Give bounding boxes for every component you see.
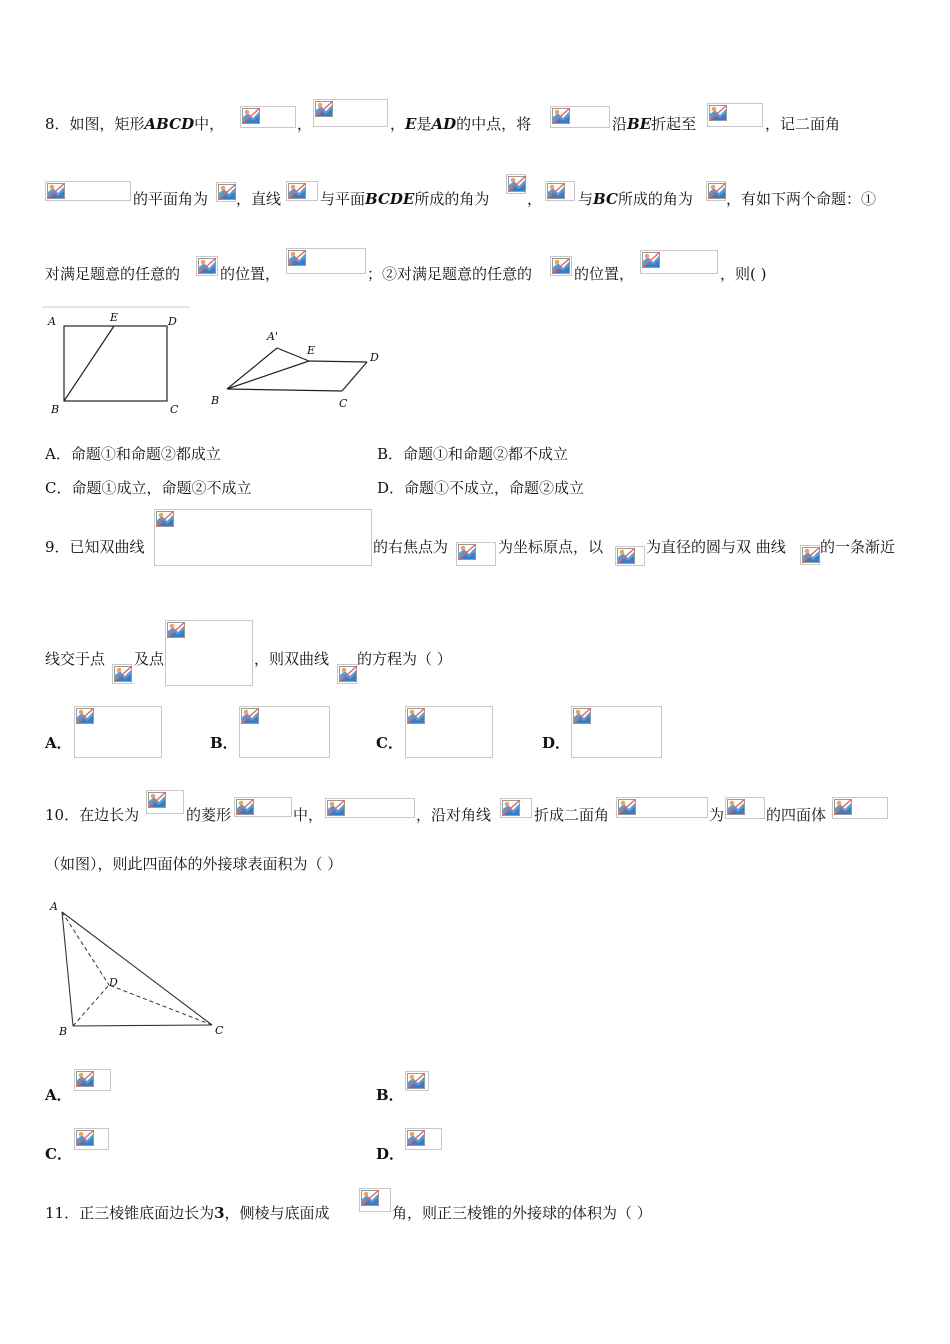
formula-image: [640, 250, 718, 274]
formula-image: [615, 546, 645, 566]
label-e: E: [110, 311, 119, 324]
q9-asym-text: 的一条渐近: [820, 538, 896, 556]
comma: ，: [527, 190, 543, 208]
label-c: C: [339, 397, 348, 410]
formula-image: [286, 181, 318, 201]
formula-image: [45, 181, 131, 201]
formula-image[interactable]: [405, 706, 493, 758]
formula-image: [616, 797, 708, 818]
q8-rectangle-figure: [42, 304, 192, 419]
q8-option-d[interactable]: D．命题①不成立，命题②成立: [377, 479, 585, 497]
q8-along-be: 沿BE折起至: [612, 115, 697, 133]
formula-image: [216, 182, 236, 202]
label-c: C: [215, 1024, 224, 1037]
q10-tetrahedron-figure: [45, 898, 230, 1040]
q10-tetra-text: 的四面体: [766, 806, 827, 824]
q8-line1-text: 8．如图，矩形ABCD中，: [45, 115, 225, 133]
q8-props-text: ，有如下两个命题：①: [726, 190, 877, 208]
formula-image: [832, 797, 888, 819]
q10-option-a[interactable]: A．: [45, 1086, 72, 1104]
formula-image: [545, 181, 575, 201]
q8-line-text: ，直线: [236, 190, 282, 208]
formula-image: [456, 542, 496, 566]
q9-origin-text: 为坐标原点，以: [498, 538, 604, 556]
q8-pos2: 的位置，: [574, 265, 635, 283]
formula-image: [234, 797, 292, 817]
formula-image: [550, 256, 572, 276]
q9-eq2-text: 的方程为（ ）: [357, 650, 452, 668]
label-d: D: [168, 315, 177, 328]
q9-focus-text: 的右焦点为: [373, 538, 449, 556]
q8-option-b[interactable]: B．命题①和命题②都不成立: [377, 445, 569, 463]
q9-option-b[interactable]: B．: [210, 734, 238, 752]
formula-image[interactable]: [74, 706, 162, 758]
formula-image: [725, 797, 765, 819]
formula-image: [154, 509, 372, 566]
q11-stem: 11．正三棱锥底面边长为3，侧棱与底面成: [45, 1204, 330, 1222]
formula-image[interactable]: [571, 706, 662, 758]
comma: ，: [297, 115, 313, 133]
q9-circle-text: 为直径的圆与双 曲线: [646, 538, 786, 556]
q10-mid-text: 中，: [293, 806, 324, 824]
q8-folded-figure: [205, 322, 395, 417]
q9-line2-text: 线交于点: [45, 650, 106, 668]
label-d: D: [109, 976, 118, 989]
formula-image: [706, 181, 726, 201]
formula-image: [800, 545, 820, 565]
q8-then: ，则( ): [720, 265, 767, 283]
q8-e-midpoint: ，E是AD的中点，将: [390, 115, 532, 133]
formula-image: [165, 620, 253, 686]
formula-image: [500, 798, 532, 818]
label-a: A: [50, 900, 58, 913]
formula-image[interactable]: [74, 1128, 109, 1150]
formula-image[interactable]: [239, 706, 330, 758]
q9-eq-text: ，则双曲线: [254, 650, 330, 668]
q10-stem: 10．在边长为: [45, 806, 140, 824]
q10-rhombus-text: 的菱形: [186, 806, 232, 824]
q8-plane-angle: 的平面角为: [133, 190, 209, 208]
formula-image: [325, 798, 415, 818]
q8-pos1: 的位置，: [220, 265, 281, 283]
label-e: E: [307, 344, 316, 357]
q8-prop2-text: ；②对满足题意的任意的: [367, 265, 533, 283]
q9-option-c[interactable]: C．: [376, 734, 403, 752]
q10-option-b[interactable]: B．: [376, 1086, 404, 1104]
label-d: D: [370, 351, 379, 364]
formula-image: [337, 664, 357, 684]
label-a: A: [48, 315, 56, 328]
formula-image: [707, 103, 763, 127]
q10-option-d[interactable]: D．: [376, 1145, 405, 1163]
q10-fold-text: 折成二面角: [534, 806, 610, 824]
q9-option-a[interactable]: A．: [45, 734, 72, 752]
label-b: B: [51, 403, 60, 416]
formula-image: [112, 664, 132, 684]
formula-image: [506, 174, 526, 194]
q8-with-bc: 与BC所成的角为: [578, 190, 693, 208]
q8-with-plane: 与平面BCDE所成的角为: [320, 190, 490, 208]
formula-image: [286, 248, 366, 274]
q9-option-d[interactable]: D．: [542, 734, 571, 752]
formula-image[interactable]: [405, 1128, 442, 1150]
q8-line3-text: 对满足题意的任意的: [45, 265, 181, 283]
label-a-prime: A': [267, 330, 278, 343]
q9-and-text: 及点: [134, 650, 165, 668]
formula-image: [550, 106, 610, 128]
q10-diag-text: ，沿对角线: [416, 806, 492, 824]
formula-image: [146, 790, 184, 814]
q10-option-c[interactable]: C．: [45, 1145, 72, 1163]
label-c: C: [170, 403, 179, 416]
q8-option-a[interactable]: A．命题①和命题②都成立: [45, 445, 221, 463]
q10-line2-text: （如图），则此四面体的外接球表面积为（ ）: [45, 855, 343, 873]
label-b: B: [211, 394, 220, 407]
formula-image: [196, 256, 218, 276]
formula-image[interactable]: [405, 1071, 429, 1091]
q8-option-c[interactable]: C．命题①成立，命题②不成立: [45, 479, 252, 497]
formula-image: [313, 99, 388, 127]
label-b: B: [59, 1025, 68, 1038]
q10-is-text: 为: [709, 806, 725, 824]
q8-record-text: ，记二面角: [765, 115, 841, 133]
q11-text: 角，则正三棱锥的外接球的体积为（ ）: [392, 1204, 652, 1222]
formula-image: [240, 106, 296, 128]
formula-image[interactable]: [74, 1069, 111, 1091]
q9-stem: 9．已知双曲线: [45, 538, 145, 556]
formula-image: [359, 1188, 391, 1212]
